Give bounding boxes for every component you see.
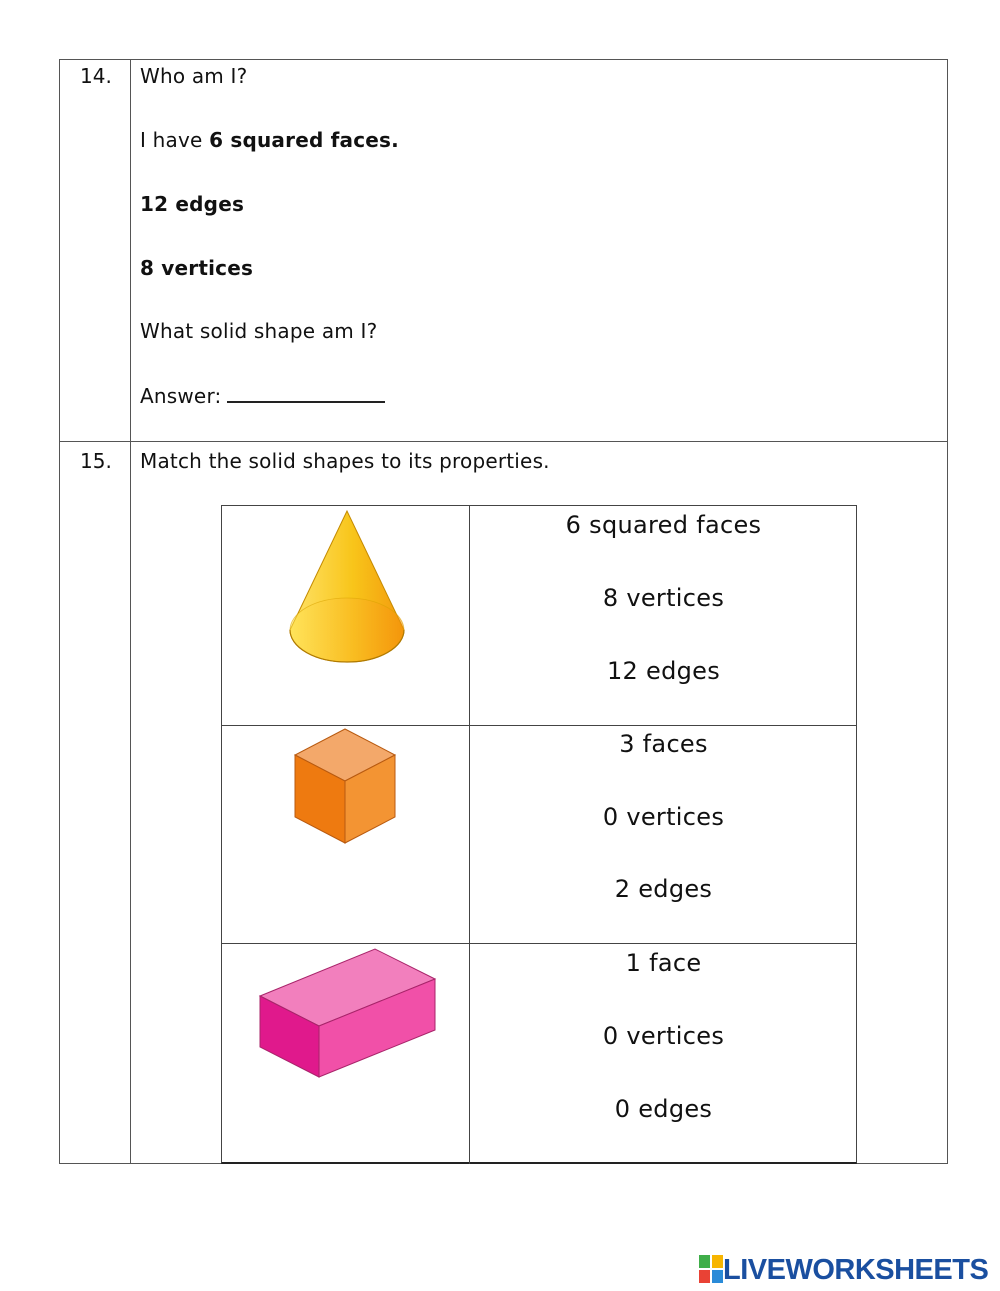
row1-prop-1: 6 squared faces: [565, 511, 762, 539]
row2-prop-1: 3 faces: [619, 730, 708, 758]
row1-prop-3: 12 edges: [606, 657, 721, 685]
liveworksheets-logo: [699, 1253, 988, 1287]
row-divider: [59, 441, 948, 442]
question-14-number: 14.: [80, 64, 112, 88]
q15-instruction: Match the solid shapes to its properties.: [140, 449, 550, 473]
row3-prop-1: 1 face: [625, 949, 702, 977]
column-divider: [130, 59, 131, 1164]
cone-icon[interactable]: [286, 508, 408, 668]
matching-row-divider-2: [221, 943, 857, 944]
q14-line-question: What solid shape am I?: [140, 319, 378, 343]
row3-prop-3: 0 edges: [614, 1095, 713, 1123]
matching-row-divider-1: [221, 725, 857, 726]
row2-prop-3: 2 edges: [614, 875, 713, 903]
row2-prop-2: 0 vertices: [602, 803, 725, 831]
logo-text: LIVEWORKSHEETS: [723, 1253, 989, 1286]
cube-icon[interactable]: [292, 727, 398, 847]
question-15-number: 15.: [80, 449, 112, 473]
q14-line-faces: [140, 128, 399, 152]
q14-line-edges: 12 edges: [140, 192, 245, 216]
answer-blank[interactable]: [227, 383, 385, 403]
answer-label: Answer:: [140, 384, 222, 408]
q14-faces-prefix: I have: [140, 128, 210, 152]
q14-line-vertices: 8 vertices: [140, 256, 254, 280]
q14-faces-bold: 6 squared faces.: [209, 128, 399, 152]
row3-prop-2: 0 vertices: [602, 1022, 725, 1050]
q14-line-who-am-i: Who am I?: [140, 64, 248, 88]
row1-prop-2: 8 vertices: [602, 584, 725, 612]
cuboid-icon[interactable]: [257, 946, 439, 1080]
q14-answer-row: [140, 383, 385, 408]
liveworksheets-mark-icon: [699, 1255, 723, 1285]
